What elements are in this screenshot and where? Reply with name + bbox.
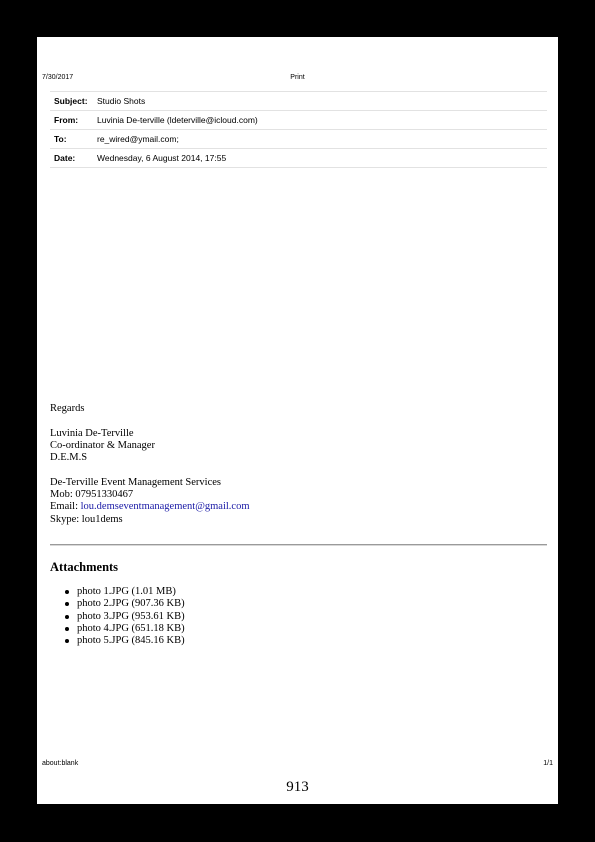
print-date: 7/30/2017	[42, 74, 74, 81]
date-label: Date:	[50, 149, 93, 168]
print-page-count: 1/1	[543, 760, 553, 767]
from-row	[50, 111, 547, 130]
attachment-item[interactable]: photo 2.JPG (907.36 KB)	[77, 598, 185, 610]
subject-value: Studio Shots	[93, 92, 547, 111]
attachment-item[interactable]: photo 4.JPG (651.18 KB)	[77, 622, 185, 634]
mobile-number: Mob: 07951330467	[50, 489, 134, 501]
subject-label: Subject:	[50, 92, 93, 111]
skype-id: Skype: lou1dems	[50, 513, 123, 525]
date-value: Wednesday, 6 August 2014, 17:55	[93, 149, 547, 168]
from-label: From:	[50, 111, 93, 130]
page-number: 913	[286, 779, 309, 795]
email-label: Email:	[50, 501, 81, 513]
attachments-heading: Attachments	[50, 560, 119, 574]
to-row	[50, 130, 547, 149]
attachment-item[interactable]: photo 5.JPG (845.16 KB)	[77, 635, 185, 647]
to-value: re_wired@ymail.com;	[93, 130, 547, 149]
sender-role: Co-ordinator & Manager	[50, 439, 155, 451]
email-signature	[50, 403, 250, 526]
sender-name: Luvinia De-Terville	[50, 427, 134, 439]
org-short: D.E.M.S	[50, 452, 88, 464]
printed-page	[37, 37, 558, 804]
print-url: about:blank	[42, 760, 79, 767]
divider	[50, 544, 547, 546]
date-row	[50, 149, 547, 168]
email-header-table	[50, 91, 547, 168]
from-value: Luvinia De-terville (ldeterville@icloud.com)	[93, 111, 547, 130]
attachment-item[interactable]: photo 1.JPG (1.01 MB)	[77, 586, 185, 598]
to-label: To:	[50, 130, 93, 149]
email-link[interactable]: lou.demseventmanagement@gmail.com	[80, 501, 250, 513]
email-line	[50, 501, 250, 513]
org-full: De-Terville Event Management Services	[50, 476, 221, 488]
subject-row	[50, 92, 547, 111]
attachment-item[interactable]: photo 3.JPG (953.61 KB)	[77, 610, 185, 622]
print-title: Print	[290, 74, 305, 81]
regards-text: Regards	[50, 403, 85, 414]
attachments-list	[50, 586, 185, 647]
